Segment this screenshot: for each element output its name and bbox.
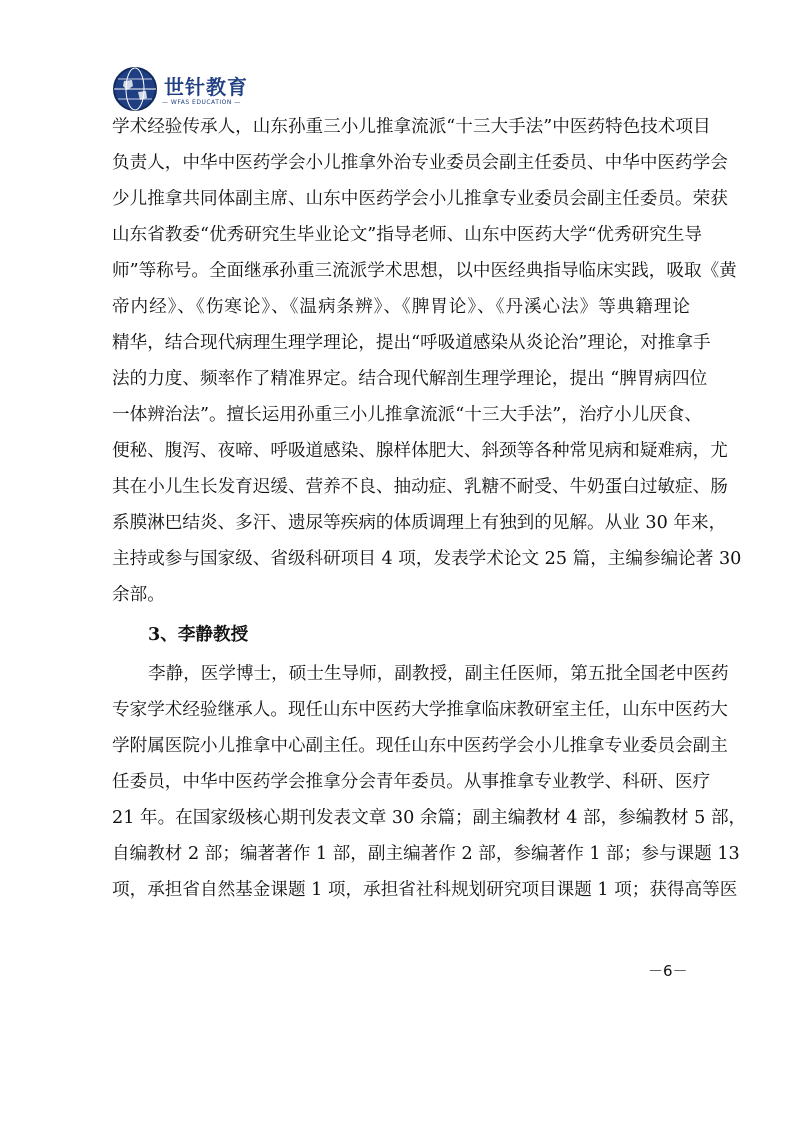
body-line: 专家学术经验继承人。现任山东中医药大学推拿临床教研室主任，山东中医药大: [112, 700, 728, 720]
section-heading: 3、李静教授: [148, 624, 249, 645]
body-line: 主持或参与国家级、省级科研项目 4 项，发表学术论文 25 篇，主编参编论著 30: [112, 549, 742, 569]
page-number: －6－: [648, 962, 688, 980]
body-line: 李静，医学博士，硕士生导师，副教授，副主任医师，第五批全国老中医药: [148, 664, 729, 684]
body-line: 便秘、腹泻、夜啼、呼吸道感染、腺样体肥大、斜颈等各种常见病和疑难病，尤: [112, 441, 728, 461]
logo: [112, 66, 272, 114]
body-line: 自编教材 2 部；编著著作 1 部，副主编著作 2 部，参编著作 1 部；参与课题 13: [112, 844, 740, 864]
body-line: 其在小儿生长发育迟缓、营养不良、抽动症、乳糖不耐受、牛奶蛋白过敏症、肠: [112, 477, 728, 497]
globe-icon: [112, 66, 158, 112]
body-line: 山东省教委“优秀研究生毕业论文”指导老师、山东中医药大学“优秀研究生导: [112, 225, 702, 245]
logo-subtitle: — WFAS EDUCATION —: [162, 99, 241, 106]
logo-title: 世针教育: [164, 75, 248, 99]
body-line: 师”等称号。全面继承孙重三流派学术思想，以中医经典指导临床实践，吸取《黄: [112, 261, 737, 281]
body-line: 少儿推拿共同体副主席、山东中医药学会小儿推拿专业委员会副主任委员。荣获: [112, 189, 728, 209]
body-line: 项，承担省自然基金课题 1 项，承担省社科规划研究项目课题 1 项；获得高等医: [112, 880, 738, 900]
body-line: 负责人，中华中医药学会小儿推拿外治专业委员会副主任委员、中华中医药学会: [112, 153, 728, 173]
body-line: 系膜淋巴结炎、多汗、遗尿等疾病的体质调理上有独到的见解。从业 30 年来，: [112, 513, 727, 533]
body-line: 精华，结合现代病理生理学理论，提出“呼吸道感染从炎论治”理论，对推拿手: [112, 333, 711, 353]
body-line: 帝内经》、《伤寒论》、《温病条辨》、《脾胃论》、《丹溪心法》等典籍理论: [112, 297, 690, 317]
body-line: 任委员，中华中医药学会推拿分会青年委员。从事推拿专业教学、科研、医疗: [112, 772, 711, 792]
body-line: 学术经验传承人，山东孙重三小儿推拿流派“十三大手法”中医药特色技术项目: [112, 117, 711, 137]
body-line: 法的力度、频率作了精准界定。结合现代解剖生理学理论，提出 “脾胃病四位: [112, 369, 708, 389]
body-line: 学附属医院小儿推拿中心副主任。现任山东中医药学会小儿推拿专业委员会副主: [112, 736, 728, 756]
body-line: 一体辨治法”。擅长运用孙重三小儿推拿流派“十三大手法”，治疗小儿厌食、: [112, 405, 702, 425]
body-line: 余部。: [112, 585, 165, 605]
body-line: 21 年。在国家级核心期刊发表文章 30 余篇；副主编教材 4 部，参编教材 5 部，: [112, 808, 747, 828]
